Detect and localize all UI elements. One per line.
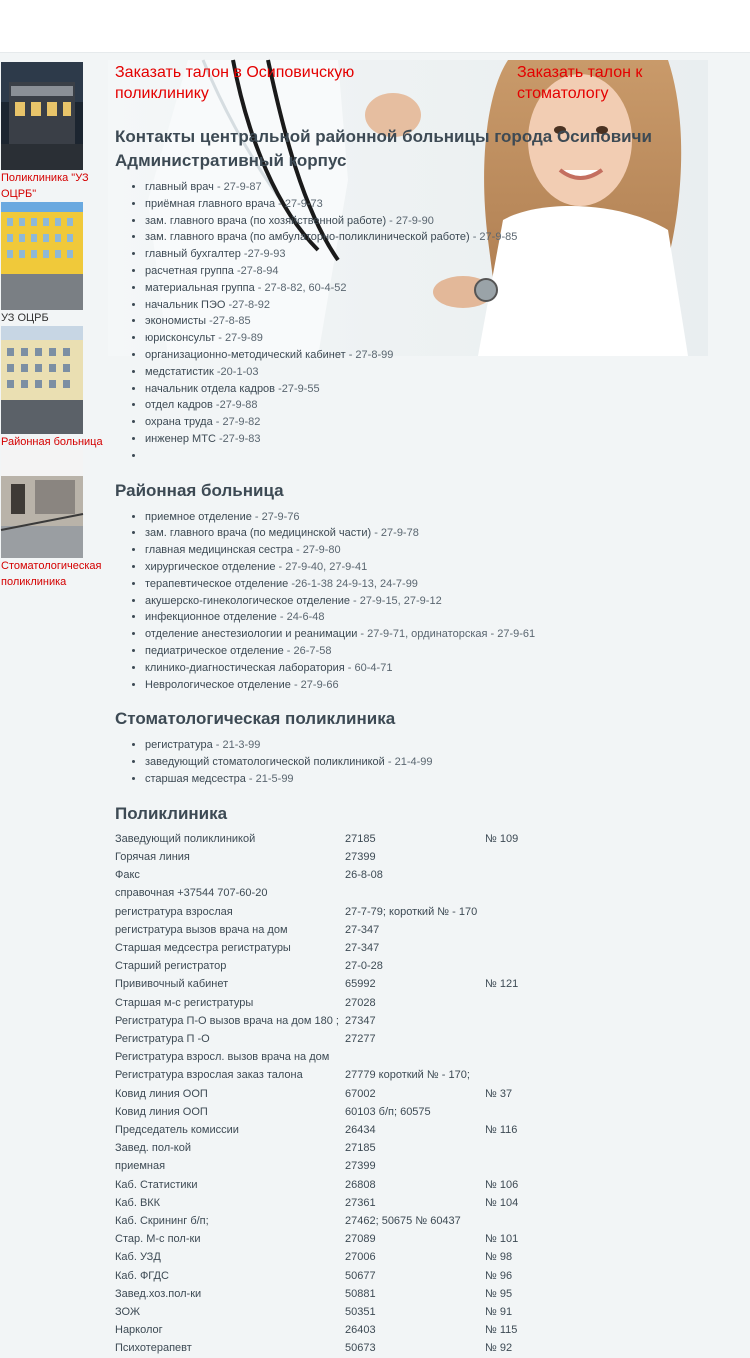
table-cell-phone: 27-347 <box>345 941 380 954</box>
sidebar-caption-polyclinic[interactable]: Поликлиника "УЗ ОЦРБ" <box>1 172 89 200</box>
contact-phone: - 27-9-78 <box>371 527 419 540</box>
list-item <box>145 347 735 364</box>
table-cell-label: Старшая м-с регистратуры <box>115 996 254 1009</box>
contact-phone: - 27-9-15, 27-9-12 <box>349 594 442 607</box>
table-cell-phone: 27028 <box>345 996 376 1009</box>
table-row <box>115 1285 605 1303</box>
list-item <box>145 179 735 196</box>
table-cell-phone: 26-8-08 <box>345 869 383 882</box>
table-cell-phone: 27006 <box>345 1251 376 1264</box>
hospital-contact-list <box>115 509 735 694</box>
contact-phone: - 27-9-76 <box>251 510 300 523</box>
contact-name: главный бухгалтер <box>145 248 241 261</box>
contact-phone: - 27-9-71, ординаторская - 27-9-61 <box>357 628 536 641</box>
table-cell-phone: 50351 <box>345 1305 376 1318</box>
table-cell-phone: 50881 <box>345 1287 376 1300</box>
table-cell-label: Ковид линия ООП <box>115 1087 208 1100</box>
order-polyclinic-link[interactable]: Заказать талон в Осиповичскую поликлинику <box>115 64 355 102</box>
list-item <box>145 196 735 213</box>
table-cell-phone: 26434 <box>345 1123 376 1136</box>
table-cell-phone: 26403 <box>345 1324 376 1337</box>
table-cell-phone <box>345 1048 485 1066</box>
table-cell-room <box>485 1066 605 1084</box>
table-cell-phone: 27-0-28 <box>345 960 383 973</box>
contact-phone: - 26-7-58 <box>283 644 332 657</box>
table-row <box>115 1339 605 1357</box>
list-item <box>145 397 735 414</box>
contact-name: зам. главного врача (по медицинской части) <box>145 527 372 540</box>
dental-heading: Стоматологическая поликлиника <box>115 709 396 729</box>
contact-name: хирургическое отделение <box>145 560 276 573</box>
table-cell-label: Регистратура П -О <box>115 1032 210 1045</box>
table-row <box>115 921 605 939</box>
contact-phone: - 27-8-99 <box>345 348 394 361</box>
sidebar-caption-hospital[interactable]: Районная больница <box>1 436 103 448</box>
table-row <box>115 957 605 975</box>
list-item <box>145 213 735 230</box>
table-cell-label: Завед. пол-кой <box>115 1142 192 1155</box>
contact-phone: -26-1-38 24-9-13, 24-7-99 <box>288 577 418 590</box>
table-cell-phone: 27089 <box>345 1233 376 1246</box>
table-row <box>115 1048 605 1066</box>
sidebar <box>1 62 105 590</box>
contact-phone: - 27-9-40, 27-9-41 <box>275 560 368 573</box>
contact-name: юрисконсульт <box>145 332 216 345</box>
contact-phone: -27-8-94 <box>233 264 279 277</box>
table-row <box>115 903 605 921</box>
contact-phone: - 27-8-82, 60-4-52 <box>254 281 347 294</box>
list-item <box>145 559 735 576</box>
table-cell-label: Ковид линия ООП <box>115 1105 208 1118</box>
table-cell-label: Каб. ФГДС <box>115 1269 169 1282</box>
table-cell-label: Горячая линия <box>115 850 190 863</box>
contact-phone: - 21-5-99 <box>245 772 294 785</box>
contact-name: начальник отдела кадров <box>145 382 276 395</box>
contact-phone: - 27-9-87 <box>213 181 262 193</box>
table-row <box>115 1121 605 1139</box>
thumb-polyclinic-image[interactable] <box>1 62 83 170</box>
contact-name: зам. главного врача (по хозяйственной работе) <box>145 214 387 227</box>
hospital-heading: Районная больница <box>115 480 284 500</box>
table-cell-label: Председатель комиссии <box>115 1123 239 1136</box>
contact-name: старшая медсестра <box>145 772 246 785</box>
contact-name: инженер МТС <box>145 432 216 445</box>
contact-name: заведующий стоматологической поликлиникой <box>145 756 385 769</box>
table-cell-room <box>485 1212 605 1230</box>
table-cell-phone: 27399 <box>345 850 376 863</box>
table-row <box>115 1321 605 1339</box>
table-cell-room <box>485 957 605 975</box>
table-row <box>115 975 605 993</box>
table-row <box>115 939 605 957</box>
contact-phone: - 60-4-71 <box>344 661 393 674</box>
sidebar-caption-ocrb: УЗ ОЦРБ <box>1 312 49 324</box>
table-cell-label: регистратура вызов врача на дом <box>115 923 288 936</box>
table-cell-room: № 121 <box>485 978 519 991</box>
contact-phone: - 27-9-66 <box>290 678 339 691</box>
polyclinic-contact-table <box>115 830 605 1358</box>
table-row <box>115 1267 605 1285</box>
list-item <box>145 330 735 347</box>
table-cell-room <box>485 1012 605 1030</box>
table-cell-phone: 27347 <box>345 1014 376 1027</box>
page-title: Контакты центральной районной больницы города Осиповичи <box>115 127 652 146</box>
table-cell-phone: 27462; 50675 № 60437 <box>345 1214 461 1227</box>
table-cell-room: № 106 <box>485 1178 519 1191</box>
table-cell-label: Регистратура взрослая заказ талона <box>115 1069 303 1082</box>
contact-phone: -27-9-55 <box>275 382 320 395</box>
admin-contact-list <box>115 179 735 465</box>
top-header-bar <box>0 0 750 53</box>
table-row <box>115 1303 605 1321</box>
table-row <box>115 830 605 848</box>
contact-phone: -27-9-83 <box>215 432 261 445</box>
table-cell-phone: 27361 <box>345 1196 376 1209</box>
list-item <box>145 542 735 559</box>
table-cell-room: № 115 <box>485 1324 518 1337</box>
table-cell-label: Регистратура П-О вызов врача на дом 180 ; <box>115 1014 339 1027</box>
table-cell-room: № 96 <box>485 1269 513 1282</box>
table-cell-room <box>485 1103 605 1121</box>
list-item <box>145 771 735 788</box>
table-cell-room <box>485 921 605 939</box>
list-item <box>145 448 735 465</box>
table-cell-phone: 27-7-79; короткий № - 170 <box>345 905 478 918</box>
order-dentist-link[interactable]: Заказать талон к стоматологу <box>517 64 643 102</box>
table-cell-room: № 109 <box>485 832 519 845</box>
table-row <box>115 884 605 902</box>
order-links <box>115 62 735 122</box>
contact-phone: - 21-3-99 <box>212 739 261 752</box>
contact-phone: -27-9-93 <box>240 248 286 261</box>
table-cell-room: № 92 <box>485 1342 513 1355</box>
list-item <box>145 754 735 771</box>
table-cell-room: № 37 <box>485 1087 513 1100</box>
table-cell-phone: 27185 <box>345 1142 376 1155</box>
table-cell-label: приемная <box>115 1160 166 1173</box>
list-item <box>145 593 735 610</box>
table-cell-room: № 91 <box>485 1305 513 1318</box>
table-cell-label: Каб. Скрининг б/п; <box>115 1214 209 1227</box>
list-item <box>145 509 735 526</box>
table-cell-label: регистратура взрослая <box>115 905 233 918</box>
table-cell-label: Каб. Статистики <box>115 1178 198 1191</box>
main-content <box>115 62 735 1358</box>
contact-name: зам. главного врача (по амбулаторно-поликлинической работе) <box>145 231 470 244</box>
table-row <box>115 1157 605 1175</box>
contact-name: расчетная группа <box>145 264 234 277</box>
table-row <box>115 1248 605 1266</box>
table-row <box>115 1176 605 1194</box>
table-row <box>115 1139 605 1157</box>
table-cell-room <box>485 848 605 866</box>
table-cell-label: Прививочный кабинет <box>115 978 229 991</box>
contact-name: главная медицинская сестра <box>145 544 293 557</box>
table-cell-label: Факс <box>115 869 140 882</box>
table-cell-label: Старшая медсестра регистратуры <box>115 941 291 954</box>
table-cell-label: Психотерапевт <box>115 1342 192 1355</box>
list-item <box>145 297 735 314</box>
contact-name: Неврологическое отделение <box>145 678 291 691</box>
contact-name: отделение анестезиологии и реанимации <box>145 628 358 641</box>
contact-name: начальник ПЭО <box>145 298 226 311</box>
table-cell-room <box>485 1157 605 1175</box>
list-item <box>145 280 735 297</box>
table-cell-label: Заведующий поликлиникой <box>115 832 256 845</box>
list-item <box>145 643 735 660</box>
table-cell-room <box>485 994 605 1012</box>
contact-name: педиатрическое отделение <box>145 644 284 657</box>
table-row <box>115 866 605 884</box>
table-cell-label: Каб. УЗД <box>115 1251 161 1264</box>
list-item <box>145 246 735 263</box>
table-cell-phone: 50677 <box>345 1269 376 1282</box>
table-cell-phone: 26808 <box>345 1178 376 1191</box>
table-cell-room: № 116 <box>485 1123 518 1136</box>
table-cell-label: Нарколог <box>115 1324 163 1337</box>
table-cell-phone <box>345 884 485 902</box>
table-cell-phone: 27-347 <box>345 923 380 936</box>
list-item <box>145 576 735 593</box>
table-cell-phone: 27185 <box>345 832 376 845</box>
contact-phone: - 27-9-89 <box>215 332 263 345</box>
contact-phone: - 27-9-82 <box>212 416 261 429</box>
contact-phone: - 24-6-48 <box>276 611 325 624</box>
table-cell-label: Регистратура взросл. вызов врача на дом <box>115 1051 330 1064</box>
table-cell-room <box>485 866 605 884</box>
contact-name: главный врач <box>145 181 214 193</box>
list-item <box>145 414 735 431</box>
contact-name: экономисты <box>145 315 207 328</box>
list-item <box>145 381 735 398</box>
list-item <box>145 313 735 330</box>
contact-phone: -27-9-88 <box>212 399 258 412</box>
list-item <box>145 525 735 542</box>
table-row <box>115 1085 605 1103</box>
list-item <box>145 364 735 381</box>
table-cell-room <box>485 903 605 921</box>
table-cell-room: № 104 <box>485 1196 519 1209</box>
table-row <box>115 1066 605 1084</box>
contact-name: клинико-диагностическая лаборатория <box>145 661 345 674</box>
table-cell-phone: 50673 <box>345 1342 376 1355</box>
list-item <box>145 677 735 694</box>
contact-name: отдел кадров <box>145 399 213 412</box>
table-cell-phone: 65992 <box>345 978 376 991</box>
table-cell-phone: 67002 <box>345 1087 376 1100</box>
table-row <box>115 1194 605 1212</box>
table-row <box>115 1103 605 1121</box>
contact-name: регистратура <box>145 739 213 752</box>
table-cell-phone: 60103 б/п; 60575 <box>345 1105 431 1118</box>
list-item <box>145 609 735 626</box>
table-cell-room <box>485 1139 605 1157</box>
contact-name: медстатистик <box>145 365 214 378</box>
table-cell-room: № 98 <box>485 1251 513 1264</box>
contact-name: акушерско-гинекологическое отделение <box>145 594 350 607</box>
table-cell-room <box>485 1048 605 1066</box>
table-row <box>115 1012 605 1030</box>
contact-name: терапевтическое отделение <box>145 577 289 590</box>
table-row <box>115 1212 605 1230</box>
table-cell-room: № 101 <box>485 1233 519 1246</box>
contact-name: материальная группа <box>145 281 255 294</box>
contact-phone: -20-1-03 <box>213 365 259 378</box>
table-row <box>115 1230 605 1248</box>
contact-phone: - 21-4-99 <box>384 756 433 769</box>
admin-heading: Административный корпус <box>115 151 347 170</box>
dental-contact-list <box>115 737 735 787</box>
contact-phone: - 27-9-73 <box>275 197 323 210</box>
contact-phone: - 27-9-80 <box>292 544 341 557</box>
list-item <box>145 229 735 246</box>
contact-phone: -27-8-85 <box>206 315 251 328</box>
sidebar-caption-dental[interactable]: Стоматологическая поликлиника <box>1 560 102 588</box>
list-item <box>145 263 735 280</box>
table-cell-room <box>485 1030 605 1048</box>
list-item <box>145 737 735 754</box>
thumb-dental-image[interactable] <box>1 450 83 558</box>
contact-phone: - 27-9-85 <box>469 231 518 244</box>
table-cell-label: Старший регистратор <box>115 960 227 973</box>
thumb-ocrb-image[interactable] <box>1 202 83 310</box>
contact-name: приемное отделение <box>145 510 252 523</box>
table-cell-phone: 27779 короткий № - 170; <box>345 1069 470 1082</box>
contact-name: приёмная главного врача <box>145 197 276 210</box>
table-cell-phone: 27399 <box>345 1160 376 1173</box>
table-cell-room <box>485 884 605 902</box>
contact-name: инфекционное отделение <box>145 611 277 624</box>
list-item <box>145 660 735 677</box>
table-cell-room: № 95 <box>485 1287 513 1300</box>
contact-name: организационно-методический кабинет <box>145 348 346 361</box>
thumb-hospital-image[interactable] <box>1 326 83 434</box>
table-cell-label: справочная +37544 707-60-20 <box>115 887 268 900</box>
table-cell-phone: 27277 <box>345 1032 376 1045</box>
table-cell-label: Стар. М-с пол-ки <box>115 1233 201 1246</box>
table-cell-label: Каб. ВКК <box>115 1196 161 1209</box>
table-cell-room <box>485 939 605 957</box>
contact-phone: -27-8-92 <box>225 298 271 311</box>
table-row <box>115 1030 605 1048</box>
table-cell-label: Завед.хоз.пол-ки <box>115 1287 202 1300</box>
list-item <box>145 626 735 643</box>
contact-phone: - 27-9-90 <box>386 214 434 227</box>
list-item <box>145 431 735 448</box>
table-cell-label: ЗОЖ <box>115 1305 140 1318</box>
table-row <box>115 994 605 1012</box>
contact-name: охрана труда <box>145 416 213 429</box>
table-row <box>115 848 605 866</box>
polyclinic-heading: Поликлиника <box>115 803 228 823</box>
